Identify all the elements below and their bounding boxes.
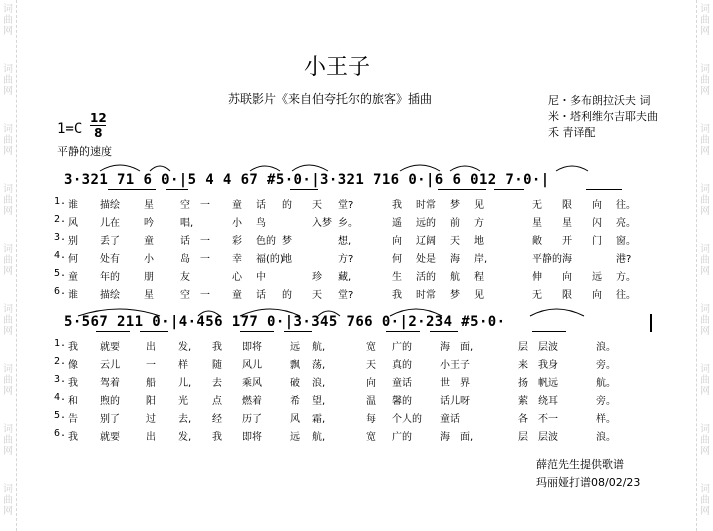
time-signature-bottom: 8: [94, 126, 103, 140]
lyric-syllable: 航,: [312, 432, 326, 443]
verse-number: 3.: [54, 232, 67, 243]
lyric-syllable: 航: [450, 272, 460, 283]
lyric-syllable: 真的: [392, 360, 412, 371]
lyric-syllable: 福(的): [256, 254, 284, 265]
lyric-syllable: 天: [312, 290, 322, 301]
lyric-syllable: 星: [144, 200, 154, 211]
lyric-syllable: 浪,: [312, 378, 326, 389]
lyric-syllable: 航。: [596, 378, 616, 389]
lyric-syllable: 我身: [538, 360, 558, 371]
lyric-syllable: 色的: [256, 236, 276, 247]
lyric-syllable: 描绘: [100, 290, 120, 301]
watermark-text: 词曲网: [700, 4, 710, 37]
lyric-syllable: 荡,: [312, 360, 326, 371]
lyric-syllable: 年的: [100, 272, 120, 283]
song-title: 小王子: [304, 55, 371, 80]
lyric-syllable: 乘风: [242, 378, 262, 389]
lyric-syllable: 地: [474, 236, 484, 247]
lyric-syllable: 我: [212, 432, 222, 443]
lyric-syllable: 馨的: [392, 396, 412, 407]
lyric-syllable: 样。: [596, 414, 616, 425]
watermark-strip-left: [0, 0, 17, 531]
lyric-syllable: 世: [440, 378, 450, 389]
beam: [430, 331, 458, 332]
lyric-syllable: 呀: [460, 396, 470, 407]
lyric-syllable: 经: [212, 414, 222, 425]
lyric-syllable: 何: [392, 254, 402, 265]
lyric-syllable: 生: [392, 272, 402, 283]
lyric-syllable: 出: [146, 432, 156, 443]
notation-line2: 5·567 211 0·|4·456 177 0·|3·345 766 0·|2·234 #5·0·: [64, 314, 506, 330]
verse-number: 6.: [54, 286, 67, 297]
lyric-syllable: 入梦: [312, 218, 332, 229]
lyric-syllable: 丢了: [100, 236, 120, 247]
lyric-syllable: 港?: [616, 254, 632, 265]
lyric-syllable: 像: [68, 360, 78, 371]
lyric-syllable: 儿,: [178, 378, 192, 389]
lyric-syllable: 堂?: [338, 200, 354, 211]
watermark-text: 词曲网: [700, 304, 710, 337]
lyric-syllable: 和: [68, 396, 78, 407]
lyric-syllable: 我: [212, 342, 222, 353]
lyric-syllable: 何: [68, 254, 78, 265]
lyric-syllable: 见: [474, 290, 484, 301]
watermark-text: 词曲网: [3, 64, 13, 97]
verse-number: 5.: [54, 410, 67, 421]
lyric-syllable: 前: [450, 218, 460, 229]
lyric-syllable: 霜,: [312, 414, 326, 425]
beam: [290, 189, 318, 190]
lyric-syllable: 远: [290, 342, 300, 353]
lyric-syllable: 发,: [178, 342, 192, 353]
notation-line1: 3·321 71 6 0·|5 4 4 67 #5·0·|3·321 716 0·|6 6 012 7·0·|: [64, 172, 550, 188]
lyric-syllable: 往。: [616, 290, 636, 301]
lyric-syllable: 辽阔: [416, 236, 436, 247]
lyric-syllable: 门: [592, 236, 602, 247]
lyric-syllable: 窗。: [616, 236, 636, 247]
lyric-syllable: 时常: [416, 290, 436, 301]
lyric-syllable: 风: [290, 414, 300, 425]
lyric-syllable: 海: [440, 432, 450, 443]
verse-number: 4.: [54, 392, 67, 403]
lyric-syllable: 扬: [518, 378, 528, 389]
lyric-syllable: 童: [232, 200, 242, 211]
watermark-text: 词曲网: [700, 364, 710, 397]
lyric-syllable: 唱,: [180, 218, 194, 229]
lyric-syllable: 去: [212, 378, 222, 389]
lyric-syllable: 见: [474, 200, 484, 211]
lyric-syllable: 小王子: [440, 360, 470, 371]
lyric-syllable: 儿在: [100, 218, 120, 229]
verse-number: 1.: [54, 196, 67, 207]
lyric-syllable: 我: [68, 432, 78, 443]
lyric-syllable: 童话: [440, 414, 460, 425]
verse-number: 1.: [54, 338, 67, 349]
lyric-syllable: 活的: [416, 272, 436, 283]
lyric-syllable: 阳: [146, 396, 156, 407]
lyric-syllable: 无: [532, 290, 542, 301]
watermark-text: 词曲网: [3, 4, 13, 37]
lyric-syllable: 方?: [338, 254, 354, 265]
lyric-syllable: 伸: [532, 272, 542, 283]
lyric-syllable: 谁: [68, 200, 78, 211]
lyric-syllable: 向: [592, 200, 602, 211]
lyric-syllable: 层波: [538, 432, 558, 443]
lyric-syllable: 天: [450, 236, 460, 247]
beam: [532, 331, 566, 332]
lyric-syllable: 萦: [518, 396, 528, 407]
lyric-syllable: 旁。: [596, 360, 616, 371]
lyric-syllable: 遥: [392, 218, 402, 229]
lyric-syllable: 面,: [460, 342, 474, 353]
watermark-text: 词曲网: [3, 184, 13, 217]
lyric-syllable: 童: [68, 272, 78, 283]
final-barline: [650, 314, 652, 332]
lyric-syllable: 层波: [538, 342, 558, 353]
lyric-syllable: 界: [460, 378, 470, 389]
lyric-syllable: 旁。: [596, 396, 616, 407]
lyric-syllable: 别了: [100, 414, 120, 425]
song-subtitle: 苏联影片《来自伯夸托尔的旅客》插曲: [228, 92, 433, 106]
lyric-syllable: 我: [392, 290, 402, 301]
lyric-syllable: 一: [200, 290, 210, 301]
lyric-syllable: 一: [200, 254, 210, 265]
lyric-syllable: 希: [290, 396, 300, 407]
lyric-syllable: 梦: [450, 200, 460, 211]
lyric-syllable: 一: [200, 236, 210, 247]
lyric-syllable: 话儿: [440, 396, 460, 407]
lyric-syllable: 空: [180, 290, 190, 301]
lyric-syllable: 别: [68, 236, 78, 247]
lyric-syllable: 乡。: [338, 218, 358, 229]
lyric-syllable: 燃着: [242, 396, 262, 407]
lyric-syllable: 小: [144, 254, 154, 265]
lyric-syllable: 驾着: [100, 378, 120, 389]
lyric-syllable: 话: [180, 236, 190, 247]
lyric-syllable: 广的: [392, 432, 412, 443]
lyric-syllable: 小: [232, 218, 242, 229]
beam: [140, 331, 168, 332]
verse-number: 2.: [54, 214, 67, 225]
lyric-syllable: 破: [290, 378, 300, 389]
lyric-syllable: 每: [366, 414, 376, 425]
lyric-syllable: 闪: [592, 218, 602, 229]
lyric-syllable: 友: [180, 272, 190, 283]
lyric-syllable: 的: [282, 290, 292, 301]
lyric-syllable: 亮。: [616, 218, 636, 229]
lyric-syllable: 航,: [312, 342, 326, 353]
lyric-syllable: 星: [144, 290, 154, 301]
lyric-syllable: 天: [366, 360, 376, 371]
lyric-syllable: 告: [68, 414, 78, 425]
lyric-syllable: 梦: [450, 290, 460, 301]
verse-number: 3.: [54, 374, 67, 385]
slur-marks-line1: [60, 155, 660, 173]
lyric-syllable: 海: [450, 254, 460, 265]
lyric-syllable: 天: [312, 200, 322, 211]
lyric-syllable: 处有: [100, 254, 120, 265]
lyric-syllable: 温: [366, 396, 376, 407]
beam: [166, 189, 188, 190]
lyric-syllable: 海: [440, 342, 450, 353]
watermark-text: 词曲网: [3, 244, 13, 277]
lyric-syllable: 方。: [616, 272, 636, 283]
lyric-syllable: 话: [256, 290, 266, 301]
lyric-syllable: 朋: [144, 272, 154, 283]
lyric-syllable: 童: [144, 236, 154, 247]
tempo-marking: 平静的速度: [57, 145, 112, 158]
lyric-syllable: 限: [562, 290, 572, 301]
watermark-text: 词曲网: [700, 484, 710, 517]
lyric-syllable: 海: [562, 254, 572, 265]
lyric-syllable: 船: [146, 378, 156, 389]
lyric-syllable: 梦: [282, 236, 292, 247]
lyric-syllable: 彩: [232, 236, 242, 247]
lyric-syllable: 过: [146, 414, 156, 425]
watermark-text: 词曲网: [700, 244, 710, 277]
translator-credit: 禾 青译配: [548, 126, 596, 139]
lyric-syllable: 历了: [242, 414, 262, 425]
lyric-syllable: 星: [532, 218, 542, 229]
lyric-syllable: 幸: [232, 254, 242, 265]
lyric-syllable: 地: [282, 254, 292, 265]
lyric-syllable: 无: [532, 200, 542, 211]
lyric-syllable: 方: [474, 218, 484, 229]
lyric-syllable: 浪。: [596, 342, 616, 353]
watermark-text: 词曲网: [700, 124, 710, 157]
lyric-syllable: 一: [146, 360, 156, 371]
lyric-syllable: 想,: [338, 236, 352, 247]
lyric-syllable: 一: [200, 200, 210, 211]
lyric-syllable: 岛: [180, 254, 190, 265]
lyric-syllable: 我: [68, 342, 78, 353]
lyric-syllable: 各: [518, 414, 528, 425]
time-signature-top: 12: [90, 111, 107, 125]
lyric-syllable: 面,: [460, 432, 474, 443]
lyric-syllable: 话: [256, 200, 266, 211]
lyric-syllable: 就要: [100, 342, 120, 353]
watermark-text: 词曲网: [3, 124, 13, 157]
lyric-syllable: 敞: [532, 236, 542, 247]
lyric-syllable: 宽: [366, 432, 376, 443]
lyric-syllable: 向: [562, 272, 572, 283]
lyric-syllable: 童: [232, 290, 242, 301]
beam: [438, 189, 486, 190]
lyric-syllable: 层: [518, 342, 528, 353]
lyric-syllable: 的: [282, 200, 292, 211]
lyric-syllable: 远的: [416, 218, 436, 229]
verse-number: 6.: [54, 428, 67, 439]
beam: [108, 189, 156, 190]
lyric-syllable: 向: [392, 236, 402, 247]
lyric-syllable: 我: [392, 200, 402, 211]
lyric-syllable: 即将: [242, 342, 262, 353]
lyric-syllable: 望,: [312, 396, 326, 407]
lyric-syllable: 浪。: [596, 432, 616, 443]
lyric-syllable: 开: [562, 236, 572, 247]
lyric-syllable: 向: [366, 378, 376, 389]
lyric-syllable: 远: [290, 432, 300, 443]
watermark-strip-right: [696, 0, 713, 531]
watermark-text: 词曲网: [3, 304, 13, 337]
typist-credit: 玛丽娅打谱08/02/23: [536, 476, 641, 489]
lyric-syllable: 处是: [416, 254, 436, 265]
beam: [586, 189, 622, 190]
beam: [386, 331, 420, 332]
lyric-syllable: 宽: [366, 342, 376, 353]
lyric-syllable: 即将: [242, 432, 262, 443]
watermark-text: 词曲网: [3, 364, 13, 397]
lyric-syllable: 出: [146, 342, 156, 353]
lyric-syllable: 岸,: [474, 254, 488, 265]
key-signature: 1=C: [57, 121, 83, 137]
watermark-text: 词曲网: [3, 484, 13, 517]
lyric-syllable: 光: [178, 396, 188, 407]
lyric-syllable: 描绘: [100, 200, 120, 211]
lyric-syllable: 煦的: [100, 396, 120, 407]
lyric-syllable: 平静的: [532, 254, 562, 265]
lyric-syllable: 发,: [178, 432, 192, 443]
lyric-syllable: 就要: [100, 432, 120, 443]
lyric-syllable: 随: [212, 360, 222, 371]
beam: [240, 331, 274, 332]
lyric-syllable: 帆远: [538, 378, 558, 389]
beam: [494, 189, 524, 190]
watermark-text: 词曲网: [3, 424, 13, 457]
lyricist-credit: 尼・多布朗拉沃夫 词: [548, 94, 651, 107]
lyric-syllable: 往。: [616, 200, 636, 211]
verse-number: 5.: [54, 268, 67, 279]
lyric-syllable: 点: [212, 396, 222, 407]
lyric-syllable: 藏,: [338, 272, 352, 283]
lyric-syllable: 程: [474, 272, 484, 283]
lyric-syllable: 我: [68, 378, 78, 389]
watermark-text: 词曲网: [700, 424, 710, 457]
lyric-syllable: 不一: [538, 414, 558, 425]
beam: [96, 331, 130, 332]
lyric-syllable: 中: [256, 272, 266, 283]
lyric-syllable: 风: [68, 218, 78, 229]
lyric-syllable: 个人的: [392, 414, 422, 425]
lyric-syllable: 时常: [416, 200, 436, 211]
lyric-syllable: 珍: [312, 272, 322, 283]
lyric-syllable: 堂?: [338, 290, 354, 301]
verse-number: 2.: [54, 356, 67, 367]
score-provider: 薛范先生提供歌谱: [536, 458, 624, 471]
lyric-syllable: 来: [518, 360, 528, 371]
lyric-syllable: 远: [592, 272, 602, 283]
verse-number: 4.: [54, 250, 67, 261]
lyric-syllable: 飘: [290, 360, 300, 371]
lyric-syllable: 广的: [392, 342, 412, 353]
lyric-syllable: 云儿: [100, 360, 120, 371]
lyric-syllable: 风儿: [242, 360, 262, 371]
lyric-syllable: 层: [518, 432, 528, 443]
lyric-syllable: 限: [562, 200, 572, 211]
lyric-syllable: 谁: [68, 290, 78, 301]
lyric-syllable: 星: [562, 218, 572, 229]
lyric-syllable: 心: [232, 272, 242, 283]
lyric-syllable: 空: [180, 200, 190, 211]
lyric-syllable: 去,: [178, 414, 192, 425]
beam: [284, 331, 312, 332]
lyric-syllable: 样: [178, 360, 188, 371]
lyric-syllable: 童话: [392, 378, 412, 389]
lyric-syllable: 向: [592, 290, 602, 301]
watermark-text: 词曲网: [700, 184, 710, 217]
lyric-syllable: 绕耳: [538, 396, 558, 407]
watermark-text: 词曲网: [700, 64, 710, 97]
lyric-syllable: 鸟: [256, 218, 266, 229]
lyric-syllable: 吟: [144, 218, 154, 229]
time-signature: [90, 112, 107, 139]
composer-credit: 米・塔利维尔吉耶夫曲: [548, 110, 658, 123]
